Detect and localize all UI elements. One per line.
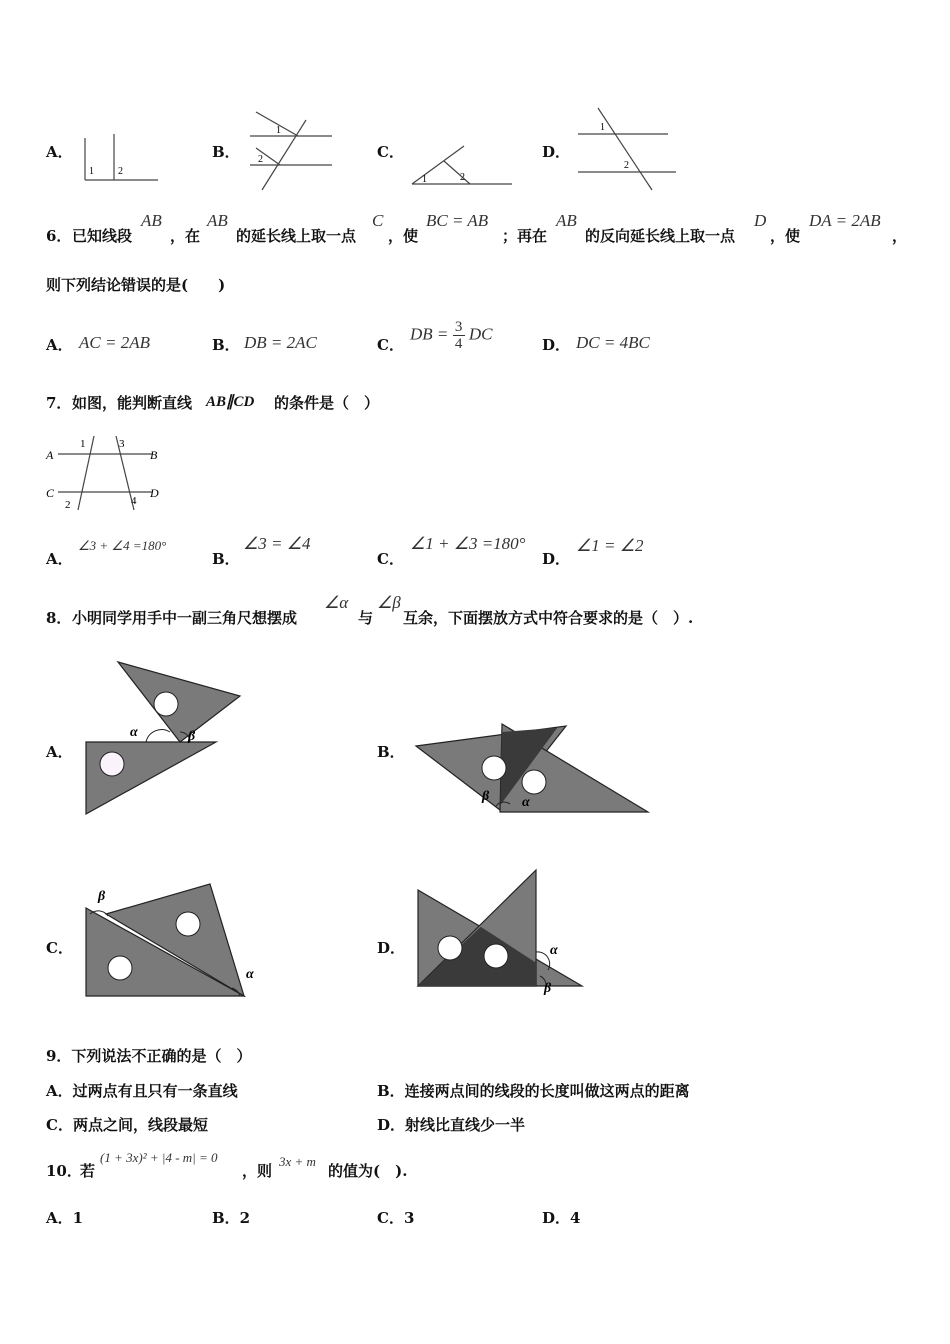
q8-option-a-letter: A． (46, 743, 73, 761)
q10-text-1: 若 (80, 1162, 96, 1180)
q6-text-4: ，使 (388, 227, 419, 245)
q10-option-b: B．2 (212, 1209, 251, 1227)
q5-a-label-1: 1 (89, 166, 94, 177)
q6-da-equation: DA = 2AB (809, 211, 881, 230)
q6-text-5: ；再在 (502, 227, 548, 245)
q6-text-6: 的反向延长线上取一点 (585, 227, 736, 245)
q8-option-b-letter: B． (377, 743, 405, 761)
q5-option-b-letter: B． (212, 143, 240, 161)
q7-label-d: D (150, 486, 159, 500)
q7-option-d: ∠1 = ∠2 (576, 536, 644, 555)
q7-condition: AB∥CD (206, 394, 255, 410)
q6-ab-1: AB (141, 211, 162, 230)
q6-option-b: DB = 2AC (244, 333, 317, 352)
q7-option-b: ∠3 = ∠4 (243, 534, 311, 553)
q10-option-c: C．3 (377, 1209, 415, 1227)
q6-point-c: C (372, 211, 384, 230)
q8-text-2: 与 (358, 609, 374, 627)
q5-d-label-1: 1 (600, 122, 605, 133)
q8-angle-beta: ∠β (377, 593, 401, 612)
q10-text-2: ，则 (242, 1162, 273, 1180)
q6-point-d: D (754, 211, 767, 230)
q7-label-4: 4 (131, 495, 137, 507)
q6-text-1: 已知线段 (72, 227, 133, 245)
q5-a-label-2: 2 (118, 166, 123, 177)
q9-option-b: B．连接两点间的线段的长度叫做这两点的距离 (377, 1082, 690, 1100)
q6-text-7: ，使 (770, 227, 801, 245)
q8-number: 8． (46, 609, 72, 627)
q10-option-a: A．1 (46, 1209, 84, 1227)
q10-expression: (1 + 3x)² + |4 - m| = 0 (100, 1150, 218, 1165)
q9-title: 9．下列说法不正确的是（ ） (46, 1047, 252, 1065)
q6-option-c (410, 319, 493, 352)
q8-figure-b (412, 720, 652, 818)
q8-a-beta: β (188, 729, 196, 744)
q6-bc-equation: BC = AB (426, 211, 489, 230)
q7-label-2: 2 (65, 499, 71, 511)
q7-label-c: C (46, 486, 55, 500)
q9-option-d: D．射线比直线少一半 (377, 1116, 526, 1134)
q8-text-1: 小明同学用手中一副三角尺想摆成 (72, 609, 298, 627)
q6-option-c-letter: C． (377, 336, 404, 354)
q8-option-c-letter: C． (46, 939, 73, 957)
q5-figure-a (80, 128, 164, 186)
q5-d-label-2: 2 (624, 160, 629, 171)
q5-option-a-letter: A． (46, 143, 73, 161)
q7-option-d-letter: D． (542, 550, 571, 568)
q7-text-1: 如图，能判断直线 (72, 394, 193, 412)
q9-option-a: A．过两点有且只有一条直线 (46, 1082, 238, 1100)
q5-c-label-2: 2 (460, 172, 465, 183)
q8-d-beta: β (544, 981, 552, 996)
q6-option-c-fraction (453, 319, 465, 352)
q6-option-a: AC = 2AB (79, 333, 150, 352)
q7-label-a: A (46, 448, 54, 462)
q8-c-beta: β (98, 889, 106, 904)
q6-text-8: ， (892, 227, 908, 245)
q7-label-b: B (150, 448, 158, 462)
q5-b-label-2: 2 (258, 154, 263, 165)
q8-b-alpha: α (522, 795, 530, 810)
q7-option-c-letter: C． (377, 550, 404, 568)
q5-figure-d (572, 106, 678, 192)
q7-figure (44, 432, 166, 514)
q6-line-2: 则下列结论错误的是( ) (46, 276, 226, 294)
q6-number: 6． (46, 227, 72, 245)
q7-option-a: ∠3 + ∠4 =180° (78, 538, 167, 553)
q8-figure-c (82, 880, 262, 1002)
q8-b-beta: β (482, 789, 490, 804)
q7-option-b-letter: B． (212, 550, 240, 568)
q6-option-c-left: DB = (410, 324, 449, 344)
q6-option-d: DC = 4BC (576, 333, 650, 352)
q8-figure-d (412, 866, 588, 998)
q6-text-2: ，在 (170, 227, 201, 245)
q8-c-alpha: α (246, 967, 254, 982)
q6-option-c-numerator: 3 (454, 319, 463, 335)
q5-c-label-1: 1 (422, 174, 427, 185)
q6-option-b-letter: B． (212, 336, 240, 354)
q7-number: 7． (46, 394, 72, 412)
q7-label-3: 3 (119, 438, 125, 450)
q10-number: 10． (46, 1162, 82, 1180)
q8-text-3: 互余，下面摆放方式中符合要求的是（ ）. (403, 609, 694, 627)
q8-option-d-letter: D． (377, 939, 406, 957)
q6-option-c-denominator: 4 (454, 336, 463, 352)
q10-expression-2: 3x + m (279, 1154, 316, 1169)
q6-text-3: 的延长线上取一点 (236, 227, 357, 245)
q8-figure-a (80, 656, 250, 818)
q7-label-1: 1 (80, 438, 86, 450)
q10-option-d: D．4 (542, 1209, 581, 1227)
q5-option-d-letter: D． (542, 143, 571, 161)
q7-option-a-letter: A． (46, 550, 73, 568)
q5-figure-c (408, 142, 516, 190)
q6-option-a-letter: A． (46, 336, 73, 354)
q5-b-label-1: 1 (276, 125, 281, 136)
q8-d-alpha: α (550, 943, 558, 958)
q10-text-3: 的值为( ). (328, 1162, 408, 1180)
q8-a-alpha: α (130, 725, 138, 740)
q6-option-c-right: DC (468, 324, 493, 344)
q6-option-d-letter: D． (542, 336, 571, 354)
q7-option-c: ∠1 + ∠3 =180° (410, 534, 526, 553)
q6-ab-2: AB (207, 211, 228, 230)
q9-option-c: C．两点之间，线段最短 (46, 1116, 208, 1134)
q7-text-2: 的条件是（ ） (274, 394, 380, 412)
q5-figure-b (246, 110, 336, 192)
q5-option-c-letter: C． (377, 143, 404, 161)
q8-angle-alpha: ∠α (324, 593, 349, 612)
q6-ab-3: AB (556, 211, 577, 230)
